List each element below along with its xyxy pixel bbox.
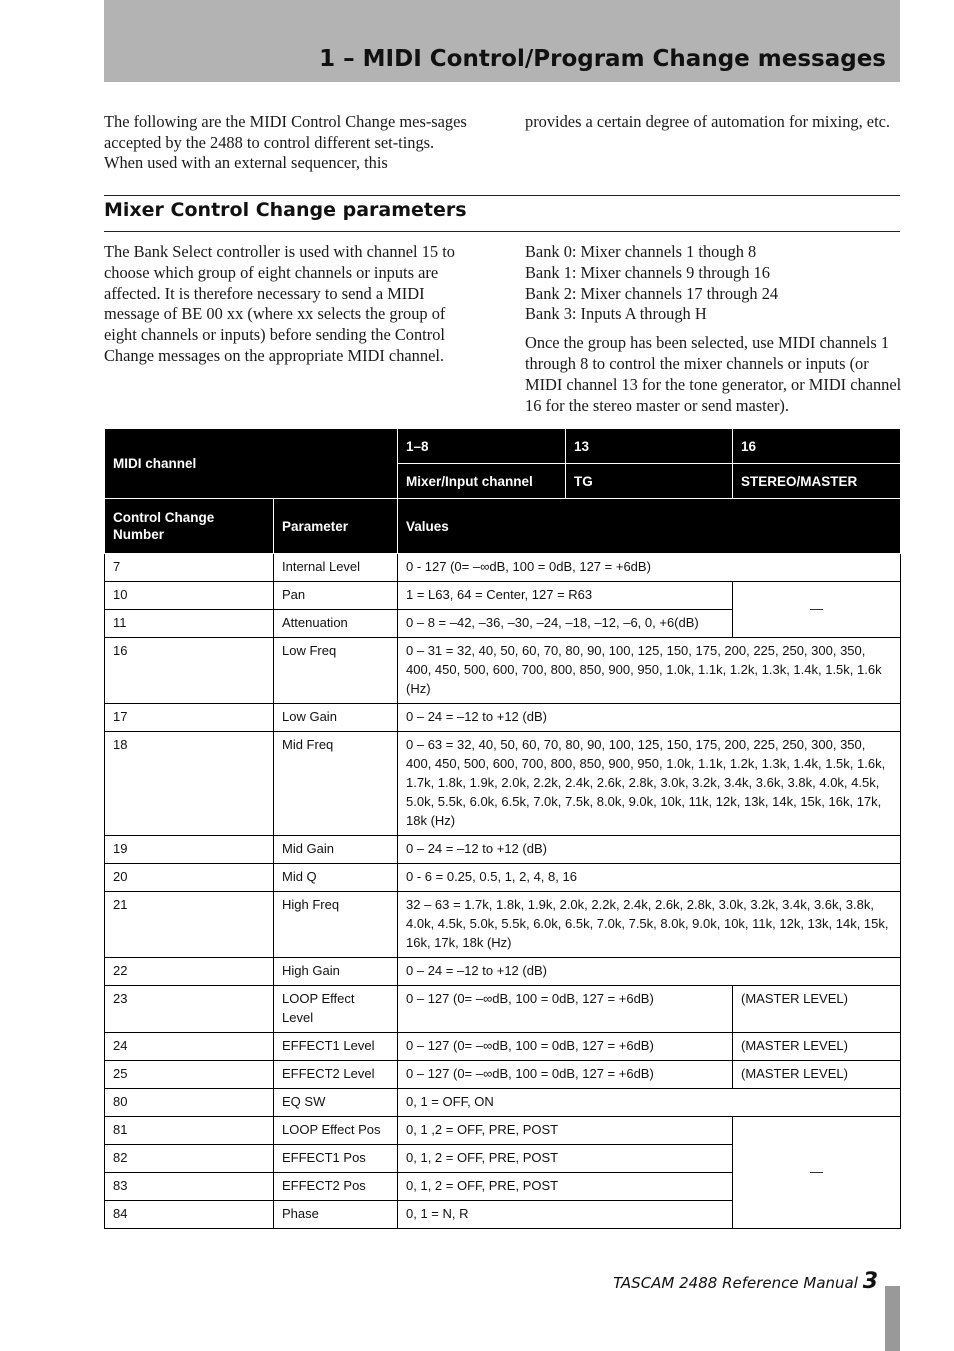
cc-number: 10 (105, 582, 274, 610)
bank-list (525, 242, 903, 325)
parameter-values: 0 – 127 (0= –∞dB, 100 = 0dB, 127 = +6dB) (398, 1061, 733, 1089)
cc-number: 20 (105, 864, 274, 892)
cc-number: 16 (105, 638, 274, 704)
cc-number: 7 (105, 554, 274, 582)
parameter-name: EFFECT2 Level (274, 1061, 398, 1089)
parameter-name: Phase (274, 1201, 398, 1229)
intro-column-right (525, 112, 900, 133)
parameter-name: EFFECT1 Pos (274, 1145, 398, 1173)
parameter-name: EFFECT2 Pos (274, 1173, 398, 1201)
bank-line: Bank 1: Mixer channels 9 through 16 (525, 262, 770, 282)
cc-number: 17 (105, 704, 274, 732)
table-row (105, 958, 901, 986)
parameter-values: 0 - 127 (0= –∞dB, 100 = 0dB, 127 = +6dB) (398, 554, 901, 582)
table-row (105, 986, 901, 1033)
page-footer (613, 1269, 878, 1294)
cc-number: 18 (105, 732, 274, 836)
control-change-table (104, 428, 901, 1229)
target-header-mixer-input: Mixer/Input channel (398, 464, 566, 499)
cc-number: 82 (105, 1145, 274, 1173)
cc-number: 84 (105, 1201, 274, 1229)
parameter-name: Low Freq (274, 638, 398, 704)
parameter-name: Attenuation (274, 610, 398, 638)
target-header-tg: TG (566, 464, 733, 499)
parameter-name: Mid Freq (274, 732, 398, 836)
parameter-values: 0 – 31 = 32, 40, 50, 60, 70, 80, 90, 100, 125, 150, 175, 200, 225, 250, 300, 350, 400, 450, 500, 600, 700, 800, 850, 900, 950, 1.0k, 1.1k, 1.2k, 1.3k, 1.4k, 1.5k, 1.6k (Hz) (398, 638, 901, 704)
page-number: 3 (862, 1269, 878, 1294)
parameter-values: 0 – 63 = 32, 40, 50, 60, 70, 80, 90, 100, 125, 150, 175, 200, 225, 250, 300, 350, 400, 450, 500, 600, 700, 800, 850, 900, 950, 1.0k, 1.1k, 1.2k, 1.3k, 1.4k, 1.5k, 1.6k, 1.7k, 1.8k, 1.9k, 2.0k, 2.2k, 2.4k, 2.6k, 2.8k, 3.0k, 3.2k, 3.4k, 3.6k, 3.8k, 4.0k, 4.5k, 5.0k, 5.5k, 6.0k, 6.5k, 7.0k, 7.5k, 8.0k, 9.0k, 10k, 11k, 12k, 13k, 14k, 15k, 16k, 17k, 18k (Hz) (398, 732, 901, 836)
not-applicable-dash: — (733, 582, 901, 638)
table-row (105, 638, 901, 704)
table-row (105, 892, 901, 958)
master-value: (MASTER LEVEL) (733, 1033, 901, 1061)
footer-manual-title: TASCAM 2488 Reference Manual (613, 1274, 858, 1292)
cc-number: 24 (105, 1033, 274, 1061)
table-row (105, 1117, 901, 1145)
cc-number: 23 (105, 986, 274, 1033)
bank-select-explanation (104, 242, 480, 367)
parameter-name: Internal Level (274, 554, 398, 582)
table-row (105, 1089, 901, 1117)
channel-header-16: 16 (733, 429, 901, 464)
intro-text-right: provides a certain degree of automation for mixing, etc. (525, 112, 891, 131)
table-row (105, 1033, 901, 1061)
parameter-values: 32 – 63 = 1.7k, 1.8k, 1.9k, 2.0k, 2.2k, 2.4k, 2.6k, 2.8k, 3.0k, 3.2k, 3.4k, 3.6k, 3.8k, 4.0k, 4.5k, 5.0k, 5.5k, 6.0k, 6.5k, 7.0k, 7.5k, 8.0k, 9.0k, 10k, 11k, 12k, 13k, 14k, 15k, 16k, 17k, 18k (Hz) (398, 892, 901, 958)
cc-number: 81 (105, 1117, 274, 1145)
column-header-parameter: Parameter (274, 499, 398, 554)
channel-header-1-8: 1–8 (398, 429, 566, 464)
parameter-values: 0, 1 ,2 = OFF, PRE, POST (398, 1117, 733, 1145)
parameter-name: EQ SW (274, 1089, 398, 1117)
parameter-name: LOOP Effect Pos (274, 1117, 398, 1145)
parameter-values: 0 – 127 (0= –∞dB, 100 = 0dB, 127 = +6dB) (398, 986, 733, 1033)
parameter-name: Pan (274, 582, 398, 610)
target-header-stereo-master: STEREO/MASTER (733, 464, 901, 499)
cc-number: 11 (105, 610, 274, 638)
header-bar (104, 0, 900, 82)
cc-number: 83 (105, 1173, 274, 1201)
parameter-values: 0, 1 = N, R (398, 1201, 733, 1229)
parameter-values: 0, 1, 2 = OFF, PRE, POST (398, 1145, 733, 1173)
parameter-name: High Gain (274, 958, 398, 986)
parameter-name: High Freq (274, 892, 398, 958)
cc-number: 22 (105, 958, 274, 986)
table-row (105, 864, 901, 892)
parameter-name: Mid Q (274, 864, 398, 892)
midi-channel-header: MIDI channel (105, 429, 398, 499)
parameter-name: LOOP Effect Level (274, 986, 398, 1033)
master-value: (MASTER LEVEL) (733, 986, 901, 1033)
section-heading: Mixer Control Change parameters (104, 199, 467, 221)
cc-number: 21 (105, 892, 274, 958)
parameter-values: 0 – 24 = –12 to +12 (dB) (398, 836, 901, 864)
parameter-name: Low Gain (274, 704, 398, 732)
parameter-name: Mid Gain (274, 836, 398, 864)
page-title: 1 – MIDI Control/Program Change messages (319, 46, 886, 72)
parameter-values: 0, 1 = OFF, ON (398, 1089, 901, 1117)
master-value: (MASTER LEVEL) (733, 1061, 901, 1089)
column-header-values: Values (398, 499, 901, 554)
parameter-values: 0 – 8 = –42, –36, –30, –24, –18, –12, –6, 0, +6(dB) (398, 610, 733, 638)
table-row (105, 704, 901, 732)
parameter-name: EFFECT1 Level (274, 1033, 398, 1061)
section-rule-bottom (104, 231, 900, 232)
intro-column-left (104, 112, 474, 174)
parameter-values: 0 – 127 (0= –∞dB, 100 = 0dB, 127 = +6dB) (398, 1033, 733, 1061)
bank-line: Bank 3: Inputs A through H (525, 304, 707, 324)
channel-usage-text: Once the group has been selected, use MIDI channels 1 through 8 to control the mixer channels or inputs (or MIDI channel 13 for the tone generator, or MIDI channel 16 for the stereo master or send master). (525, 333, 902, 415)
column-header-cc-number: Control Change Number (105, 499, 274, 554)
channel-header-13: 13 (566, 429, 733, 464)
parameter-values: 1 = L63, 64 = Center, 127 = R63 (398, 582, 733, 610)
edge-tab (885, 1286, 900, 1351)
bank-select-text: The Bank Select controller is used with channel 15 to choose which group of eight channels or inputs are affected. It is therefore necessary to send a MIDI message of BE 00 xx (where xx selects the group of eight channels or inputs) before sending the Control Change messages on the appropriate MIDI channel. (104, 242, 455, 365)
parameter-values: 0 – 24 = –12 to +12 (dB) (398, 958, 901, 986)
parameter-values: 0 - 6 = 0.25, 0.5, 1, 2, 4, 8, 16 (398, 864, 901, 892)
table-row (105, 1061, 901, 1089)
parameter-values: 0, 1, 2 = OFF, PRE, POST (398, 1173, 733, 1201)
bank-line: Bank 0: Mixer channels 1 though 8 (525, 242, 757, 261)
cc-number: 19 (105, 836, 274, 864)
cc-number: 25 (105, 1061, 274, 1089)
intro-text-left: The following are the MIDI Control Change mes-sages accepted by the 2488 to control different set-tings. When used with an external sequencer, this (104, 112, 467, 172)
not-applicable-dash: — (733, 1117, 901, 1229)
table-row (105, 732, 901, 836)
section-rule-top (104, 195, 900, 196)
table-row (105, 836, 901, 864)
table-row (105, 582, 901, 610)
bank-list-column (525, 242, 903, 416)
cc-number: 80 (105, 1089, 274, 1117)
parameter-values: 0 – 24 = –12 to +12 (dB) (398, 704, 901, 732)
bank-line: Bank 2: Mixer channels 17 through 24 (525, 283, 779, 303)
table-row (105, 554, 901, 582)
